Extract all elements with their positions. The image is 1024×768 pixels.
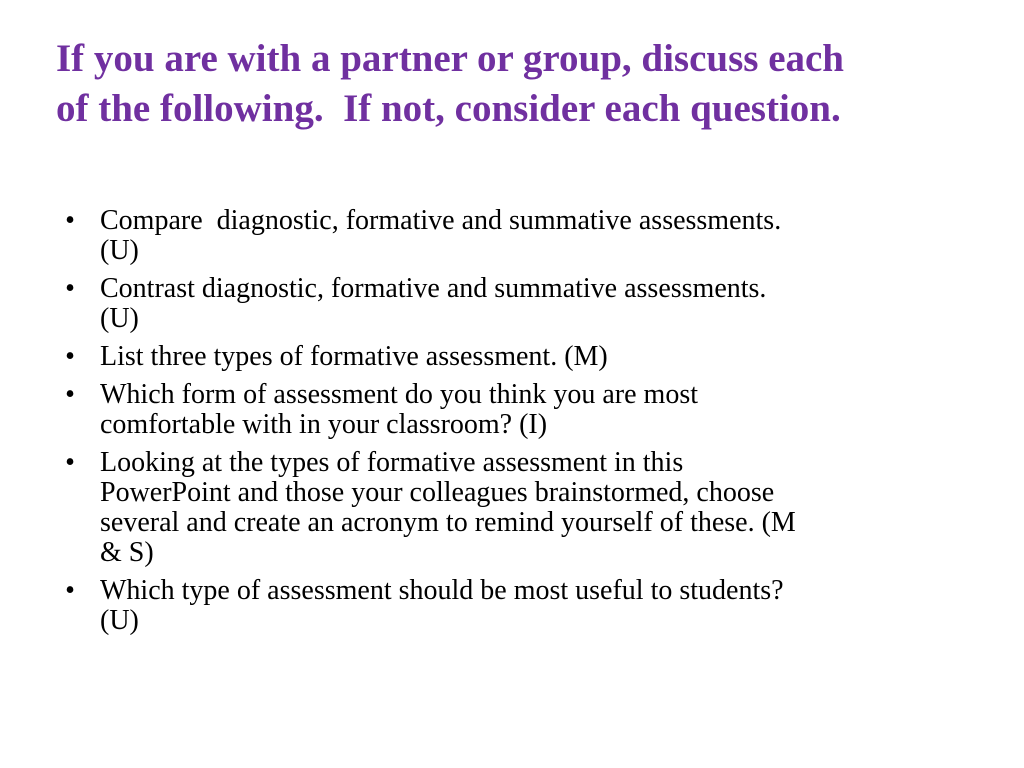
slide-title-line: If you are with a partner or group, discuss each [56, 37, 844, 80]
question-item [60, 342, 960, 372]
question-text-line: List three types of formative assessment. (M) [100, 341, 608, 372]
question-item [60, 206, 960, 266]
question-item [60, 274, 960, 334]
bullet-icon: • [65, 575, 75, 606]
question-text-line: & S) [100, 537, 154, 568]
question-list [60, 206, 960, 644]
question-text-line: Compare diagnostic, formative and summative assessments. [100, 205, 782, 236]
question-text-line: several and create an acronym to remind yourself of these. (M [100, 507, 796, 538]
bullet-icon: • [65, 341, 75, 372]
question-text-line: comfortable with in your classroom? (I) [100, 409, 548, 440]
question-text-line: (U) [100, 303, 139, 334]
question-item [60, 380, 960, 440]
question-text-line: (U) [100, 605, 139, 636]
slide-title-line: of the following. If not, consider each question. [56, 87, 841, 130]
bullet-icon: • [65, 379, 75, 410]
question-text-line: Looking at the types of formative assessment in this [100, 447, 684, 478]
question-item [60, 576, 960, 636]
question-item [60, 448, 960, 568]
question-text-line: PowerPoint and those your colleagues brainstormed, choose [100, 477, 775, 508]
bullet-icon: • [65, 447, 75, 478]
slide-title [56, 34, 996, 134]
question-text-line: (U) [100, 235, 139, 266]
bullet-icon: • [65, 205, 75, 236]
bullet-icon: • [65, 273, 75, 304]
question-text-line: Which type of assessment should be most useful to students? [100, 575, 784, 606]
question-text-line: Which form of assessment do you think you are most [100, 379, 699, 410]
question-text-line: Contrast diagnostic, formative and summative assessments. [100, 273, 767, 304]
